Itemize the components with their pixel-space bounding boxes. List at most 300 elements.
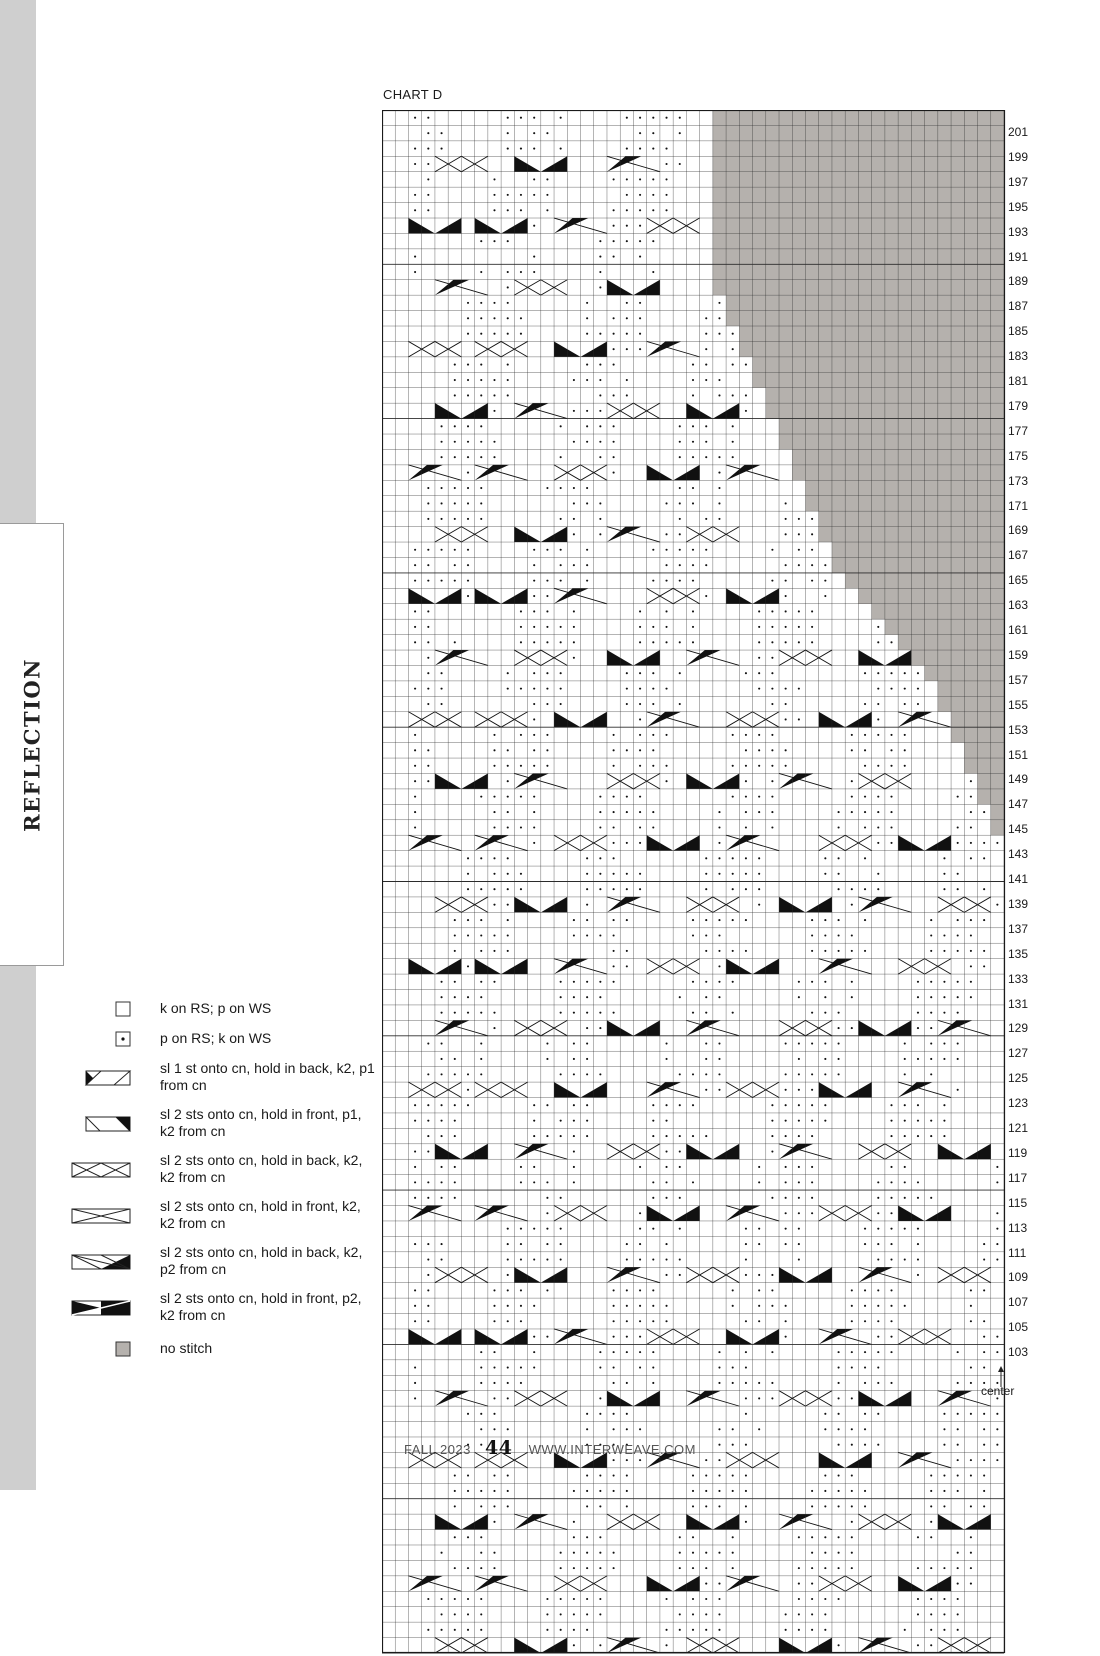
purl-dot <box>851 1536 853 1538</box>
purl-dot <box>732 796 734 798</box>
purl-dot <box>533 549 535 551</box>
purl-dot <box>613 873 615 875</box>
purl-dot <box>613 950 615 952</box>
purl-dot <box>917 1228 919 1230</box>
purl-dot <box>586 379 588 381</box>
purl-dot <box>546 672 548 674</box>
purl-dot <box>454 1135 456 1137</box>
row-number: 155 <box>1008 697 1029 712</box>
purl-dot <box>507 271 509 273</box>
purl-dot <box>692 549 694 551</box>
purl-dot <box>626 703 628 705</box>
purl-dot <box>467 934 469 936</box>
purl-dot <box>811 1505 813 1507</box>
purl-dot <box>454 1104 456 1106</box>
row-number: 179 <box>1008 398 1029 413</box>
purl-dot <box>771 580 773 582</box>
purl-dot <box>467 857 469 859</box>
purl-dot <box>679 1274 681 1276</box>
purl-dot <box>811 1490 813 1492</box>
purl-dot <box>692 1598 694 1600</box>
purl-dot <box>679 456 681 458</box>
purl-dot <box>599 502 601 504</box>
purl-dot <box>838 1042 840 1044</box>
purl-dot <box>613 796 615 798</box>
purl-dot <box>652 765 654 767</box>
purl-dot <box>507 1397 509 1399</box>
purl-dot <box>957 1567 959 1569</box>
purl-dot <box>692 1475 694 1477</box>
purl-dot <box>652 703 654 705</box>
purl-dot <box>533 703 535 705</box>
purl-dot <box>560 1613 562 1615</box>
purl-dot <box>414 564 416 566</box>
purl-dot <box>824 981 826 983</box>
purl-dot <box>613 1320 615 1322</box>
purl-dot <box>943 950 945 952</box>
purl-dot <box>957 981 959 983</box>
purl-dot <box>957 842 959 844</box>
purl-dot <box>507 286 509 288</box>
purl-dot <box>718 394 720 396</box>
purl-dot <box>665 1274 667 1276</box>
purl-dot <box>493 796 495 798</box>
purl-dot <box>785 580 787 582</box>
purl-dot <box>467 333 469 335</box>
purl-dot <box>771 1305 773 1307</box>
purl-dot <box>454 1490 456 1492</box>
purl-dot <box>692 1567 694 1569</box>
purl-dot <box>639 811 641 813</box>
purl-dot <box>718 1351 720 1353</box>
purl-dot <box>970 950 972 952</box>
purl-dot <box>454 981 456 983</box>
purl-dot <box>679 425 681 427</box>
purl-dot <box>639 873 641 875</box>
purl-dot <box>798 1567 800 1569</box>
purl-dot <box>957 996 959 998</box>
row-number: 157 <box>1008 672 1029 687</box>
purl-dot <box>732 1490 734 1492</box>
purl-dot <box>573 441 575 443</box>
purl-dot <box>427 1197 429 1199</box>
row-number: 159 <box>1008 647 1029 662</box>
no-stitch-cell <box>991 804 1004 819</box>
purl-dot <box>520 796 522 798</box>
row-number: 153 <box>1008 722 1029 737</box>
purl-dot <box>745 796 747 798</box>
purl-dot <box>520 826 522 828</box>
purl-dot <box>546 209 548 211</box>
purl-dot <box>679 518 681 520</box>
purl-dot <box>467 441 469 443</box>
purl-dot <box>427 1598 429 1600</box>
purl-dot <box>454 394 456 396</box>
purl-dot <box>493 873 495 875</box>
purl-dot <box>718 1073 720 1075</box>
purl-dot <box>864 826 866 828</box>
purl-dot <box>480 502 482 504</box>
purl-dot <box>493 178 495 180</box>
purl-dot <box>573 1042 575 1044</box>
purl-dot <box>573 981 575 983</box>
purl-dot <box>427 672 429 674</box>
purl-dot <box>414 780 416 782</box>
knitting-chart <box>382 110 1006 1656</box>
purl-dot <box>665 1243 667 1245</box>
purl-dot <box>930 1135 932 1137</box>
purl-dot <box>427 1243 429 1245</box>
purl-dot <box>864 919 866 921</box>
purl-dot <box>745 734 747 736</box>
purl-dot <box>771 549 773 551</box>
purl-dot <box>983 1320 985 1322</box>
purl-dot <box>639 1289 641 1291</box>
purl-dot <box>732 888 734 890</box>
purl-dot <box>586 1027 588 1029</box>
purl-dot <box>745 919 747 921</box>
purl-dot <box>427 1120 429 1122</box>
purl-dot <box>838 1413 840 1415</box>
legend-text: k on RS; p on WS <box>160 1000 272 1016</box>
purl-dot <box>414 194 416 196</box>
purl-dot <box>586 857 588 859</box>
purl-dot <box>970 1305 972 1307</box>
purl-dot <box>798 564 800 566</box>
purl-dot <box>586 981 588 983</box>
purl-dot <box>652 641 654 643</box>
purl-dot <box>639 610 641 612</box>
purl-dot <box>586 904 588 906</box>
purl-dot <box>838 873 840 875</box>
purl-dot <box>692 934 694 936</box>
purl-dot <box>626 1289 628 1291</box>
purl-dot <box>454 1166 456 1168</box>
purl-dot <box>904 1058 906 1060</box>
purl-dot <box>957 888 959 890</box>
purl-dot <box>493 456 495 458</box>
purl-dot <box>692 580 694 582</box>
purl-dot <box>877 688 879 690</box>
purl-dot <box>943 934 945 936</box>
purl-dot <box>705 919 707 921</box>
purl-dot <box>983 811 985 813</box>
purl-dot <box>943 1475 945 1477</box>
purl-dot <box>546 1598 548 1600</box>
purl-dot <box>586 364 588 366</box>
purl-dot <box>838 950 840 952</box>
purl-dot <box>983 1475 985 1477</box>
purl-dot <box>705 1058 707 1060</box>
purl-dot <box>613 472 615 474</box>
purl-dot <box>573 626 575 628</box>
purl-dot <box>838 1567 840 1569</box>
purl-dot <box>838 1027 840 1029</box>
purl-dot <box>705 996 707 998</box>
purl-dot <box>732 441 734 443</box>
purl-dot <box>546 1613 548 1615</box>
purl-dot <box>718 996 720 998</box>
purl-dot <box>626 1243 628 1245</box>
purl-dot <box>533 688 535 690</box>
purl-dot <box>599 1475 601 1477</box>
purl-dot <box>613 749 615 751</box>
purl-dot <box>467 1089 469 1091</box>
purl-dot <box>639 1305 641 1307</box>
purl-dot <box>957 796 959 798</box>
purl-dot <box>732 364 734 366</box>
purl-dot <box>560 117 562 119</box>
purl-dot <box>665 148 667 150</box>
purl-dot <box>877 1305 879 1307</box>
purl-dot <box>652 1305 654 1307</box>
purl-dot <box>613 826 615 828</box>
purl-dot <box>613 209 615 211</box>
purl-dot <box>493 1552 495 1554</box>
purl-dot <box>414 1104 416 1106</box>
purl-dot <box>877 672 879 674</box>
purl-dot <box>573 1073 575 1075</box>
purl-dot <box>586 1073 588 1075</box>
purl-dot <box>745 394 747 396</box>
purl-dot <box>586 302 588 304</box>
purl-dot <box>652 148 654 150</box>
purl-dot <box>732 873 734 875</box>
purl-dot <box>414 1243 416 1245</box>
purl-dot <box>851 780 853 782</box>
purl-dot <box>520 1181 522 1183</box>
purl-dot <box>692 1181 694 1183</box>
purl-dot <box>692 394 694 396</box>
purl-dot <box>957 950 959 952</box>
purl-dot <box>692 610 694 612</box>
purl-dot <box>824 1120 826 1122</box>
purl-dot <box>970 842 972 844</box>
purl-dot <box>838 1536 840 1538</box>
purl-dot <box>454 950 456 952</box>
purl-dot <box>705 549 707 551</box>
purl-dot <box>771 811 773 813</box>
purl-dot <box>996 1258 998 1260</box>
purl-dot <box>917 996 919 998</box>
purl-dot <box>599 364 601 366</box>
purl-dot <box>586 919 588 921</box>
purl-dot <box>586 441 588 443</box>
purl-dot <box>480 796 482 798</box>
purl-dot <box>877 718 879 720</box>
purl-dot <box>507 873 509 875</box>
purl-dot <box>679 1567 681 1569</box>
chart-grid-lines <box>382 110 1004 1653</box>
purl-dot <box>679 564 681 566</box>
purl-dot <box>705 1490 707 1492</box>
no-stitch-cell <box>964 743 1004 758</box>
purl-dot <box>613 1428 615 1430</box>
purl-dot <box>480 518 482 520</box>
purl-dot <box>838 811 840 813</box>
purl-dot <box>560 1135 562 1137</box>
purl-dot <box>441 1613 443 1615</box>
purl-dot <box>785 518 787 520</box>
purl-dot <box>507 904 509 906</box>
purl-dot <box>480 1428 482 1430</box>
purl-dot <box>904 749 906 751</box>
no-stitch-cell <box>753 372 1004 387</box>
purl-dot <box>441 688 443 690</box>
purl-dot <box>692 1490 694 1492</box>
purl-dot <box>718 518 720 520</box>
purl-dot <box>467 379 469 381</box>
purl-dot <box>665 688 667 690</box>
no-stitch-cell <box>832 557 1004 572</box>
purl-dot <box>930 1058 932 1060</box>
purl-dot <box>613 1413 615 1415</box>
purl-dot <box>480 394 482 396</box>
row-number: 143 <box>1008 847 1029 862</box>
purl-dot <box>665 1258 667 1260</box>
purl-dot <box>745 1397 747 1399</box>
purl-dot <box>771 1197 773 1199</box>
no-stitch-cell <box>805 480 1004 495</box>
purl-dot <box>507 1243 509 1245</box>
purl-dot <box>890 749 892 751</box>
purl-dot <box>811 1598 813 1600</box>
purl-dot <box>877 1212 879 1214</box>
purl-dot <box>957 1552 959 1554</box>
purl-dot <box>957 1613 959 1615</box>
purl-dot <box>851 1490 853 1492</box>
purl-dot <box>838 1351 840 1353</box>
purl-dot <box>639 302 641 304</box>
purl-dot <box>957 1475 959 1477</box>
purl-dot <box>824 996 826 998</box>
purl-dot <box>705 934 707 936</box>
purl-dot <box>467 549 469 551</box>
purl-dot <box>626 1258 628 1260</box>
purl-dot <box>533 225 535 227</box>
purl-dot <box>838 1644 840 1646</box>
row-number: 133 <box>1008 971 1029 986</box>
purl-dot <box>824 1073 826 1075</box>
purl-dot <box>930 1027 932 1029</box>
purl-dot <box>970 1320 972 1322</box>
purl-dot <box>573 610 575 612</box>
purl-dot <box>732 1012 734 1014</box>
purl-dot <box>414 1397 416 1399</box>
row-number: 169 <box>1008 523 1029 538</box>
purl-dot <box>943 996 945 998</box>
purl-dot <box>454 441 456 443</box>
purl-dot <box>480 1058 482 1060</box>
purl-dot <box>626 1305 628 1307</box>
purl-dot <box>560 1629 562 1631</box>
purl-dot <box>665 533 667 535</box>
purl-dot <box>811 1104 813 1106</box>
purl-dot <box>705 518 707 520</box>
purl-dot <box>996 1228 998 1230</box>
purl-dot <box>546 1042 548 1044</box>
purl-dot <box>824 1058 826 1060</box>
purl-dot <box>573 1104 575 1106</box>
purl-dot <box>705 981 707 983</box>
purl-dot <box>639 888 641 890</box>
purl-dot <box>930 1012 932 1014</box>
purl-dot <box>705 564 707 566</box>
purl-dot <box>904 672 906 674</box>
purl-dot <box>890 842 892 844</box>
purl-dot <box>838 1505 840 1507</box>
purl-dot <box>718 502 720 504</box>
purl-dot <box>718 1042 720 1044</box>
purl-dot <box>507 1475 509 1477</box>
purl-dot <box>930 950 932 952</box>
purl-dot <box>983 1366 985 1368</box>
purl-dot <box>414 1366 416 1368</box>
row-number: 173 <box>1008 473 1029 488</box>
purl-dot <box>507 132 509 134</box>
purl-dot <box>441 549 443 551</box>
purl-dot <box>480 857 482 859</box>
purl-dot <box>652 240 654 242</box>
purl-dot <box>599 1027 601 1029</box>
purl-dot <box>599 1505 601 1507</box>
purl-dot <box>665 734 667 736</box>
purl-dot <box>732 1382 734 1384</box>
purl-dot <box>560 549 562 551</box>
purl-dot <box>639 317 641 319</box>
purl-dot <box>520 148 522 150</box>
purl-dot <box>758 749 760 751</box>
purl-dot <box>771 1274 773 1276</box>
purl-dot <box>507 117 509 119</box>
purl-dot <box>665 1197 667 1199</box>
purl-dot <box>877 703 879 705</box>
purl-dot <box>917 1197 919 1199</box>
row-number: 151 <box>1008 747 1029 762</box>
purl-dot <box>573 1613 575 1615</box>
purl-dot <box>599 256 601 258</box>
purl-dot <box>904 1629 906 1631</box>
purl-dot <box>560 1598 562 1600</box>
purl-dot <box>679 1150 681 1152</box>
purl-dot <box>533 178 535 180</box>
legend-text: sl 2 sts onto cn, hold in front, p1, k2 from cn <box>160 1106 362 1139</box>
purl-dot <box>441 1012 443 1014</box>
purl-dot <box>718 1475 720 1477</box>
purl-dot <box>467 502 469 504</box>
purl-dot <box>811 1120 813 1122</box>
purl-dot <box>586 873 588 875</box>
purl-dot <box>864 749 866 751</box>
purl-dot <box>970 857 972 859</box>
purl-dot <box>586 1629 588 1631</box>
purl-dot <box>890 1181 892 1183</box>
purl-dot <box>507 1274 509 1276</box>
purl-dot <box>414 688 416 690</box>
purl-dot <box>877 826 879 828</box>
purl-dot <box>467 317 469 319</box>
purl-dot <box>983 1243 985 1245</box>
purl-dot <box>414 163 416 165</box>
row-number: 185 <box>1008 324 1029 339</box>
purl-dot <box>917 703 919 705</box>
purl-dot <box>454 502 456 504</box>
purl-dot <box>493 1382 495 1384</box>
purl-dot <box>507 394 509 396</box>
purl-dot <box>493 749 495 751</box>
purl-dot <box>520 1166 522 1168</box>
purl-dot <box>718 873 720 875</box>
